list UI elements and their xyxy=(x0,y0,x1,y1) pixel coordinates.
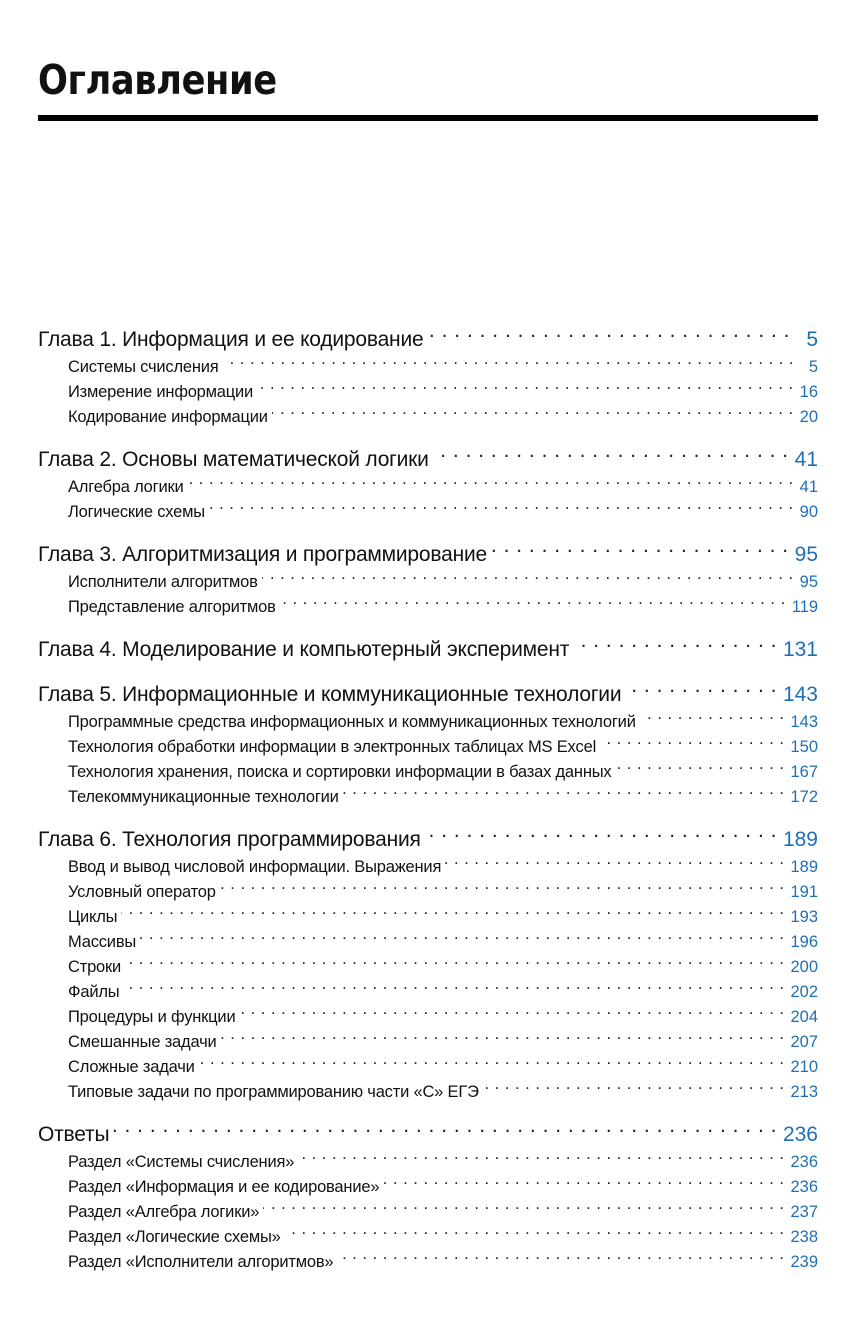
dot-leader xyxy=(199,1056,785,1073)
dot-leader xyxy=(209,501,794,518)
page-title: Оглавление xyxy=(38,56,277,104)
section-title: Программные средства информационных и коммуникационных технологий xyxy=(68,713,636,731)
toc-section-entry[interactable] xyxy=(38,905,818,930)
section-page-number[interactable]: 236 xyxy=(790,1178,818,1196)
section-page-number[interactable]: 210 xyxy=(790,1058,818,1076)
toc-chapter-entry[interactable] xyxy=(38,539,818,570)
toc-section-entry[interactable] xyxy=(38,930,818,955)
section-title: Раздел «Логические схемы» xyxy=(68,1228,281,1246)
section-page-number[interactable]: 167 xyxy=(790,763,818,781)
dot-leader xyxy=(239,1006,784,1023)
chapter-page-number[interactable]: 189 xyxy=(782,828,818,851)
toc-section-entry[interactable] xyxy=(38,405,818,430)
dot-leader xyxy=(123,981,784,998)
chapter-title: Глава 4. Моделирование и компьютерный эксперимент xyxy=(38,638,570,661)
section-page-number[interactable]: 20 xyxy=(799,408,818,426)
dot-leader xyxy=(280,596,786,613)
chapter-title: Глава 1. Информация и ее кодирование xyxy=(38,328,424,351)
toc-section-entry[interactable] xyxy=(38,980,818,1005)
dot-leader xyxy=(491,540,789,561)
dot-leader xyxy=(573,635,777,656)
dot-leader xyxy=(140,931,784,948)
section-title: Исполнители алгоритмов xyxy=(68,573,258,591)
section-page-number[interactable]: 207 xyxy=(790,1033,818,1051)
section-page-number[interactable]: 150 xyxy=(790,738,818,756)
dot-leader xyxy=(221,1031,785,1048)
toc-section-entry[interactable] xyxy=(38,1150,818,1175)
section-title: Раздел «Исполнители алгоритмов» xyxy=(68,1253,334,1271)
toc-section-entry[interactable] xyxy=(38,1200,818,1225)
section-title: Типовые задачи по программированию части «С» ЕГЭ xyxy=(68,1083,479,1101)
section-page-number[interactable]: 193 xyxy=(790,908,818,926)
section-page-number[interactable]: 202 xyxy=(790,983,818,1001)
section-page-number[interactable]: 172 xyxy=(790,788,818,806)
section-page-number[interactable]: 16 xyxy=(799,383,818,401)
dot-leader xyxy=(425,825,777,846)
toc-section-entry[interactable] xyxy=(38,1175,818,1200)
toc-section-entry[interactable] xyxy=(38,1055,818,1080)
toc-chapter-entry[interactable] xyxy=(38,679,818,710)
section-page-number[interactable]: 41 xyxy=(799,478,818,496)
section-title: Логические схемы xyxy=(68,503,205,521)
dot-leader xyxy=(427,325,790,346)
dot-leader xyxy=(640,711,785,728)
section-page-number[interactable]: 189 xyxy=(790,858,818,876)
chapter-page-number[interactable]: 5 xyxy=(806,328,818,351)
toc-section-entry[interactable] xyxy=(38,880,818,905)
toc-chapter-entry[interactable] xyxy=(38,1119,818,1150)
toc-section-entry[interactable] xyxy=(38,595,818,620)
toc-chapter xyxy=(38,444,818,525)
dot-leader xyxy=(257,381,794,398)
chapter-page-number[interactable]: 95 xyxy=(794,543,818,566)
toc-chapter xyxy=(38,539,818,620)
toc-chapter xyxy=(38,634,818,665)
dot-leader xyxy=(262,571,794,588)
dot-leader xyxy=(600,736,784,753)
dot-leader xyxy=(445,856,784,873)
section-page-number[interactable]: 143 xyxy=(790,713,818,731)
chapter-title: Глава 3. Алгоритмизация и программирование xyxy=(38,543,487,566)
toc-section-entry[interactable] xyxy=(38,475,818,500)
section-title: Файлы xyxy=(68,983,120,1001)
toc-chapter xyxy=(38,1119,818,1275)
toc-section-entry[interactable] xyxy=(38,570,818,595)
dot-leader xyxy=(125,956,784,973)
dot-leader xyxy=(272,406,794,423)
dot-leader xyxy=(298,1151,784,1168)
section-page-number[interactable]: 238 xyxy=(790,1228,818,1246)
dot-leader xyxy=(615,761,784,778)
section-title: Системы счисления xyxy=(68,358,219,376)
chapter-page-number[interactable]: 236 xyxy=(782,1123,818,1146)
toc-section-entry[interactable] xyxy=(38,1030,818,1055)
toc-chapter xyxy=(38,824,818,1105)
dot-leader xyxy=(188,476,794,493)
section-title: Кодирование информации xyxy=(68,408,268,426)
section-page-number[interactable]: 95 xyxy=(799,573,818,591)
section-title: Циклы xyxy=(68,908,118,926)
dot-leader xyxy=(625,680,777,701)
section-page-number[interactable]: 236 xyxy=(790,1153,818,1171)
section-title: Измерение информации xyxy=(68,383,254,401)
dot-leader xyxy=(285,1226,785,1243)
section-title: Технология обработки информации в электронных таблицах MS Excel xyxy=(68,738,597,756)
section-page-number[interactable]: 5 xyxy=(808,358,818,376)
dot-leader xyxy=(263,1201,784,1218)
chapter-title: Глава 2. Основы математической логики xyxy=(38,448,429,471)
section-title: Условный оператор xyxy=(68,883,216,901)
dot-leader xyxy=(343,786,785,803)
section-page-number[interactable]: 237 xyxy=(790,1203,818,1221)
toc-chapter-entry[interactable] xyxy=(38,324,818,355)
toc-section-entry[interactable] xyxy=(38,380,818,405)
chapter-page-number[interactable]: 143 xyxy=(782,683,818,706)
chapter-page-number[interactable]: 41 xyxy=(794,448,818,471)
section-title: Алгебра логики xyxy=(68,478,184,496)
chapter-page-number[interactable]: 131 xyxy=(782,638,818,661)
toc-chapter-entry[interactable] xyxy=(38,444,818,475)
toc-section-entry[interactable] xyxy=(38,1005,818,1030)
dot-leader xyxy=(383,1176,784,1193)
section-page-number[interactable]: 200 xyxy=(790,958,818,976)
section-page-number[interactable]: 90 xyxy=(799,503,818,521)
section-title: Раздел «Системы счисления» xyxy=(68,1153,295,1171)
section-page-number[interactable]: 204 xyxy=(790,1008,818,1026)
dot-leader xyxy=(433,445,789,466)
section-title: Сложные задачи xyxy=(68,1058,195,1076)
dot-leader xyxy=(220,881,785,898)
section-title: Раздел «Информация и ее кодирование» xyxy=(68,1178,380,1196)
section-page-number[interactable]: 213 xyxy=(790,1083,818,1101)
section-title: Массивы xyxy=(68,933,137,951)
dot-leader xyxy=(121,906,784,923)
section-page-number[interactable]: 239 xyxy=(790,1253,818,1271)
toc-chapter-entry[interactable] xyxy=(38,634,818,665)
toc-section-entry[interactable] xyxy=(38,500,818,525)
section-title: Процедуры и функции xyxy=(68,1008,236,1026)
title-rule xyxy=(38,115,818,121)
toc-section-entry[interactable] xyxy=(38,355,818,380)
section-title: Ввод и вывод числовой информации. Выражения xyxy=(68,858,442,876)
toc-chapter-entry[interactable] xyxy=(38,824,818,855)
toc-section-entry[interactable] xyxy=(38,785,818,810)
toc-section-entry[interactable] xyxy=(38,1080,818,1105)
toc-chapter xyxy=(38,679,818,810)
toc-section-entry[interactable] xyxy=(38,760,818,785)
dot-leader xyxy=(337,1251,784,1268)
section-title: Смешанные задачи xyxy=(68,1033,217,1051)
table-of-contents xyxy=(38,324,818,1289)
dot-leader xyxy=(223,356,794,373)
toc-section-entry[interactable] xyxy=(38,710,818,735)
dot-leader xyxy=(483,1081,785,1098)
chapter-title: Ответы xyxy=(38,1123,110,1146)
section-title: Строки xyxy=(68,958,122,976)
section-title: Телекоммуникационные технологии xyxy=(68,788,339,806)
section-page-number[interactable]: 196 xyxy=(790,933,818,951)
section-page-number[interactable]: 191 xyxy=(790,883,818,901)
toc-section-entry[interactable] xyxy=(38,1250,818,1275)
toc-section-entry[interactable] xyxy=(38,955,818,980)
section-page-number[interactable]: 119 xyxy=(791,598,818,616)
toc-section-entry[interactable] xyxy=(38,735,818,760)
section-title: Представление алгоритмов xyxy=(68,598,276,616)
toc-chapter xyxy=(38,324,818,430)
dot-leader xyxy=(113,1120,777,1141)
chapter-title: Глава 6. Технология программирования xyxy=(38,828,421,851)
toc-section-entry[interactable] xyxy=(38,855,818,880)
section-title: Раздел «Алгебра логики» xyxy=(68,1203,260,1221)
chapter-title: Глава 5. Информационные и коммуникационные технологии xyxy=(38,683,622,706)
toc-section-entry[interactable] xyxy=(38,1225,818,1250)
section-title: Технология хранения, поиска и сортировки информации в базах данных xyxy=(68,763,612,781)
